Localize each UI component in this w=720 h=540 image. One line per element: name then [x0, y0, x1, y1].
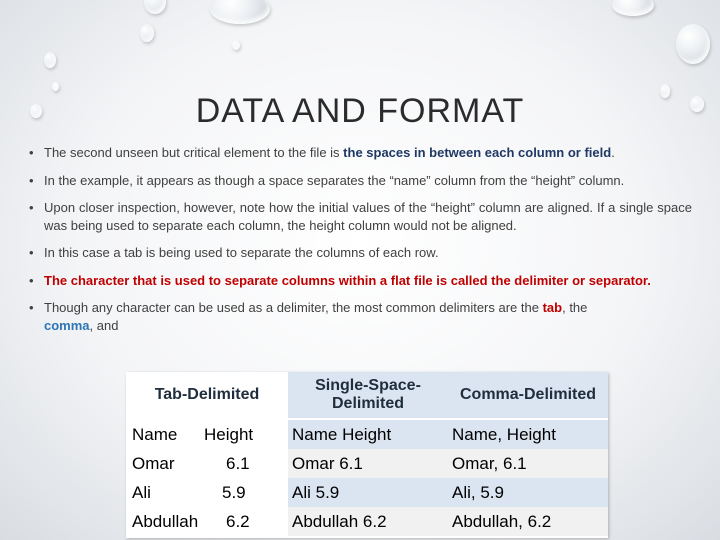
tab-value-cell: 6.2: [226, 511, 250, 531]
tab-value-cell: 6.1: [226, 453, 250, 473]
table-row: [126, 420, 608, 449]
bullet-text: In the example, it appears as though a space separates the “name” column from the “height” column.: [44, 172, 625, 188]
space-cell: Omar 6.1: [288, 449, 448, 478]
tab-value-cell: Height: [204, 424, 254, 444]
bullet-emphasis-blue: comma: [44, 317, 90, 333]
comma-cell: Abdullah, 6.2: [448, 507, 608, 536]
bullet-item: [26, 299, 692, 334]
bullet-text: The second unseen but critical element to the file is: [44, 145, 344, 160]
comma-cell: Ali, 5.9: [448, 478, 608, 507]
water-drop-decoration: [144, 0, 166, 14]
water-drop-decoration: [140, 24, 154, 42]
comma-cell: Omar, 6.1: [448, 449, 608, 478]
delimiter-comparison-table: [126, 372, 608, 538]
space-cell: Abdullah 6.2: [288, 507, 448, 536]
water-drop-decoration: [232, 40, 240, 50]
table-row: [126, 507, 608, 536]
header-comma-delimited: Comma-Delimited: [448, 372, 608, 418]
tab-name-cell: Ali: [132, 482, 151, 502]
bullet-text: , and: [89, 317, 119, 333]
slide-title: DATA AND FORMAT: [195, 92, 525, 130]
space-cell: Name Height: [288, 420, 448, 449]
table-row: [126, 449, 608, 478]
bullet-highlight: the spaces in between each column or field: [343, 145, 612, 160]
tab-name-cell: Omar: [132, 453, 175, 473]
bullet-text: , the: [562, 300, 588, 315]
bullet-emphasis: tab: [542, 300, 563, 315]
bullet-item: [26, 172, 692, 190]
header-tab-delimited: Tab-Delimited: [154, 386, 260, 403]
water-drop-decoration: [210, 0, 270, 24]
bullet-text: In this case a tab is being used to separate the columns of each row.: [44, 245, 439, 260]
bullet-emphasis: The character that is used to separate columns within a flat file is called the delimiter or separator.: [44, 272, 651, 288]
header-single-space-delimited: Single-Space-Delimited: [288, 372, 448, 418]
space-cell: Ali 5.9: [288, 478, 448, 507]
bullet-text: Though any character can be used as a delimiter, the most common delimiters are the: [44, 300, 543, 315]
table-row: [126, 478, 608, 507]
bullet-list: [26, 144, 692, 334]
water-drop-decoration: [612, 0, 654, 16]
bullet-text: Upon closer inspection, however, note how the initial values of the “height” column are aligned. If a single space was being used to separate each column, the height column would not be aligned.: [44, 200, 692, 233]
bullet-item: [26, 144, 692, 162]
water-drop-decoration: [52, 82, 59, 91]
bullet-item: [26, 244, 692, 262]
bullet-item: [26, 199, 692, 234]
comma-cell: Name, Height: [448, 420, 608, 449]
tab-name-cell: Name: [132, 424, 178, 444]
bullet-item: [26, 272, 692, 290]
tab-value-cell: 5.9: [222, 482, 246, 502]
water-drop-decoration: [44, 52, 56, 68]
water-drop-decoration: [676, 24, 710, 64]
bullet-text: .: [611, 145, 615, 160]
tab-name-cell: Abdullah: [132, 511, 199, 531]
